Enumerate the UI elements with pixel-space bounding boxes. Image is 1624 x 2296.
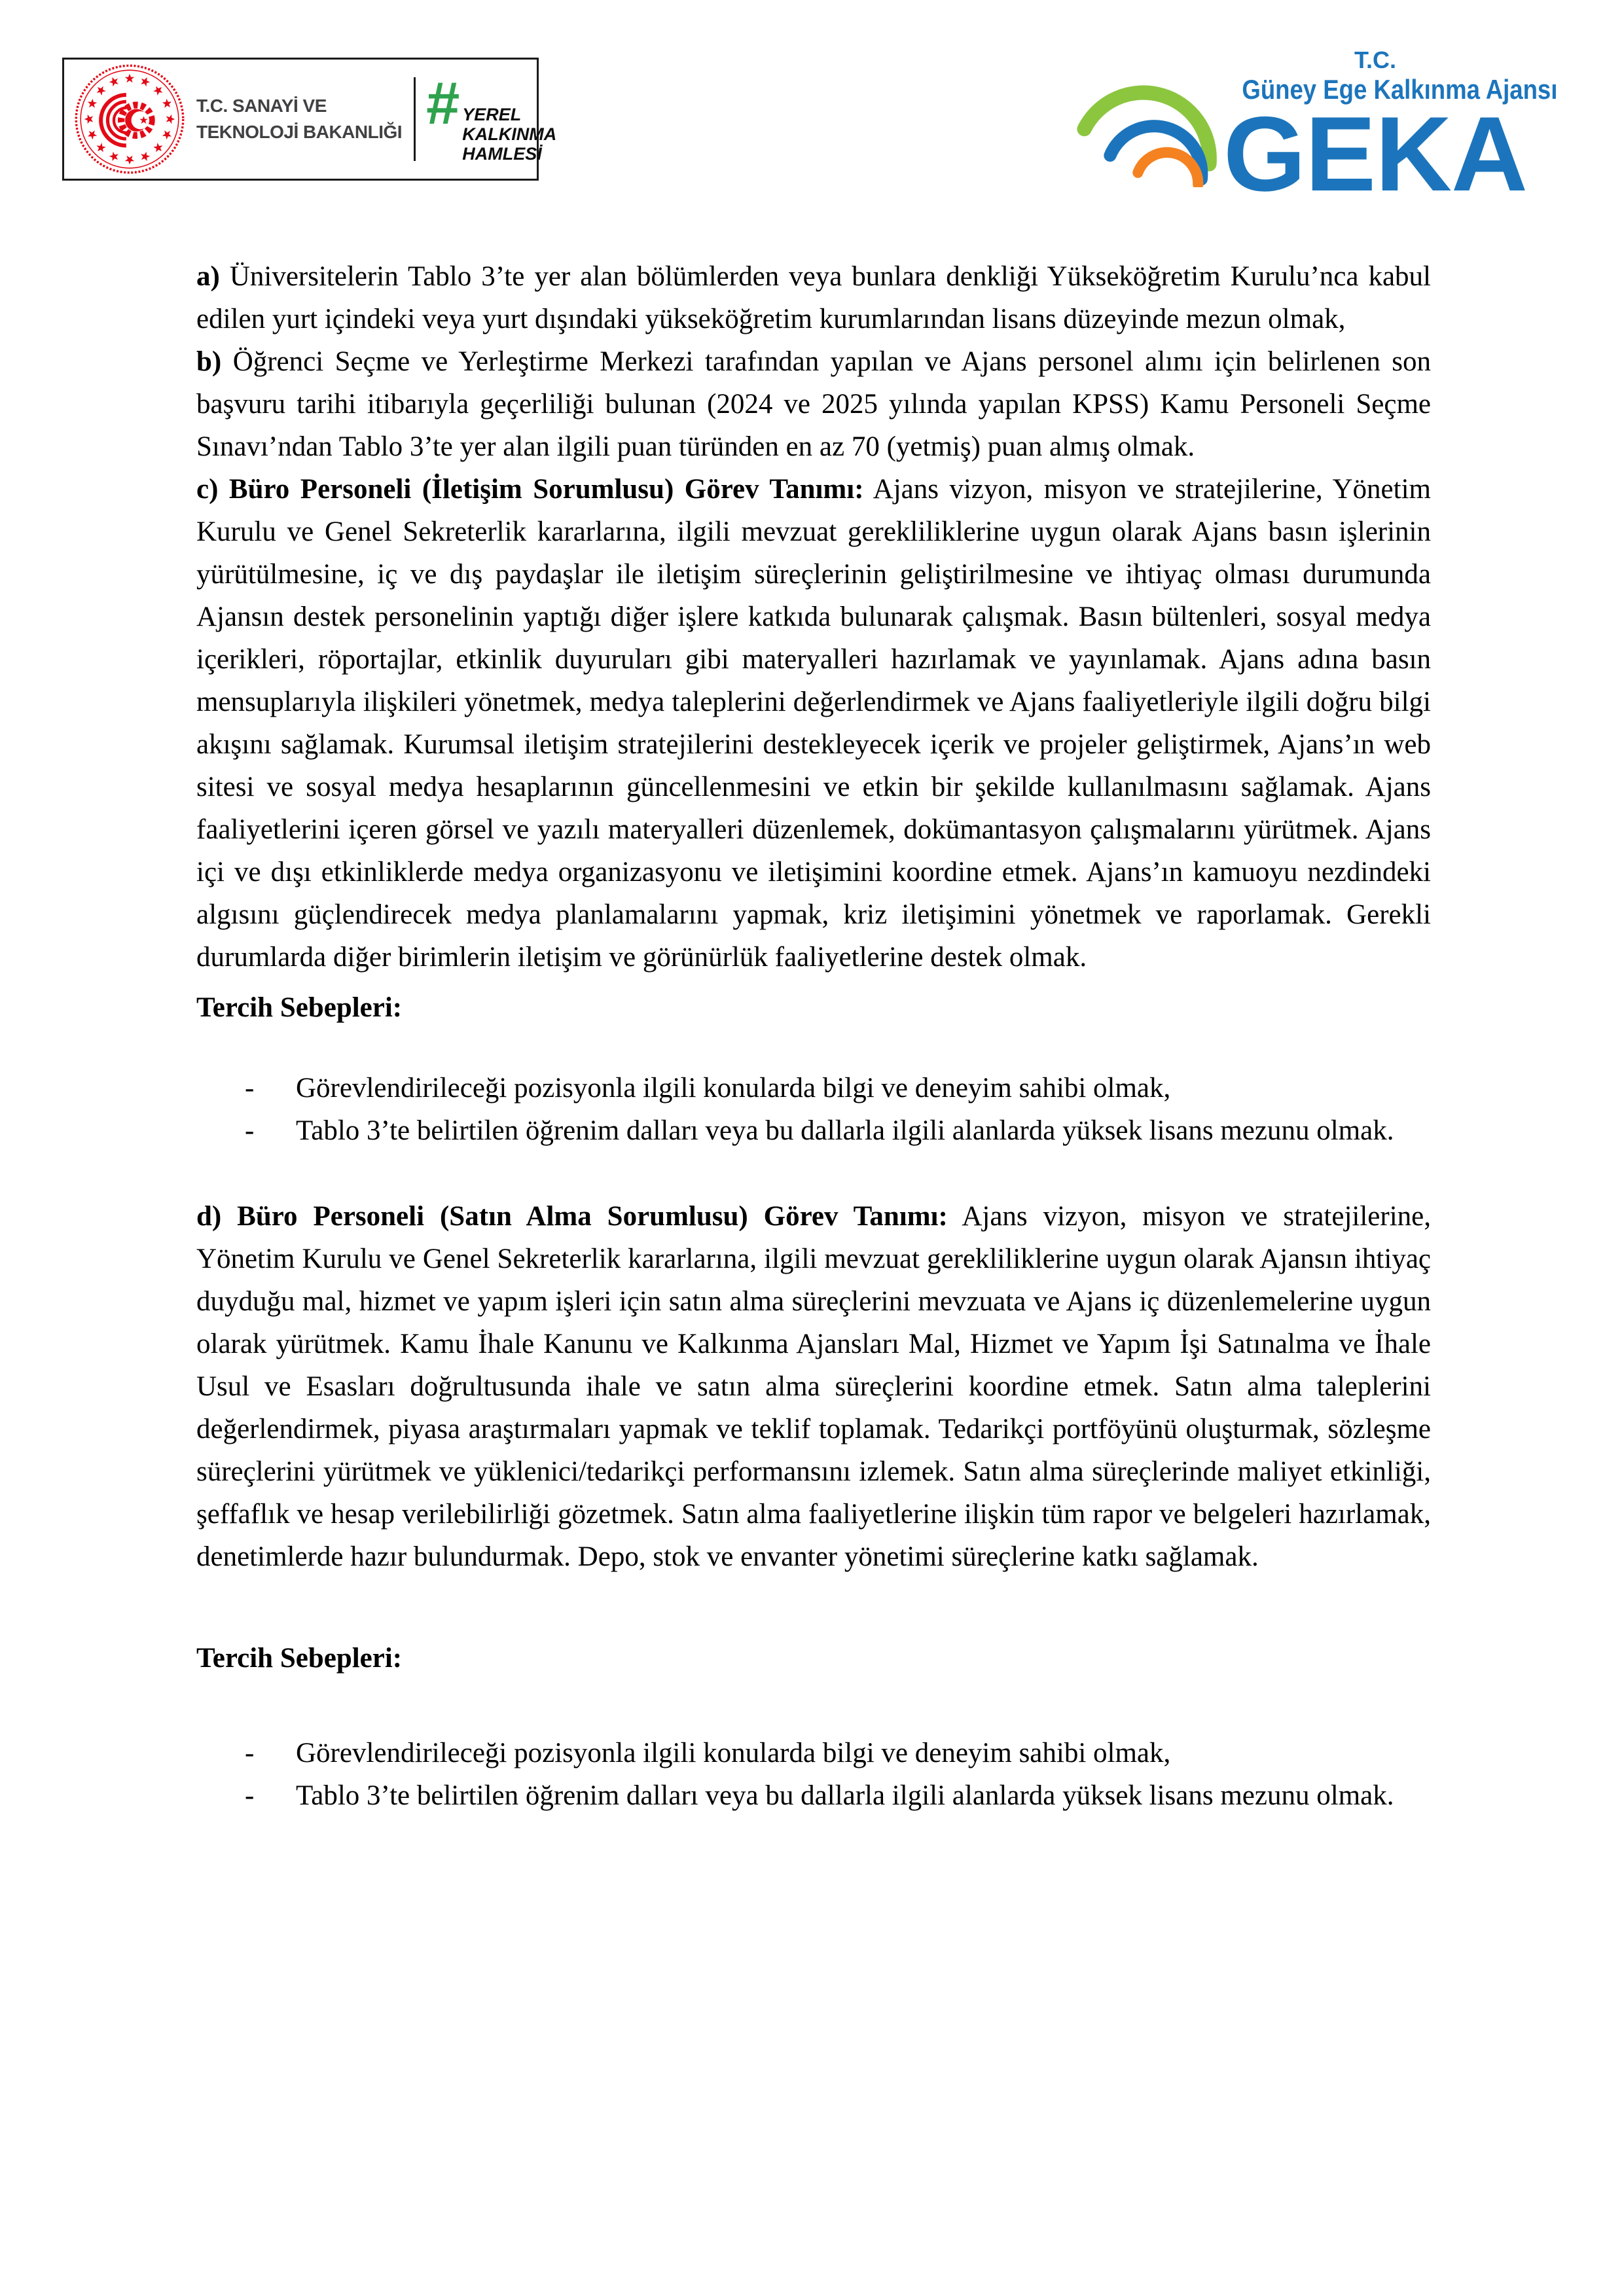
geka-agency-name: Güney Ege Kalkınma Ajansı (1242, 74, 1558, 105)
paragraph-d (196, 1195, 1431, 1578)
ministry-logo (62, 58, 557, 181)
paragraph-b-text: Öğrenci Seçme ve Yerleştirme Merkezi tarafından yapılan ve Ajans personel alımı için belirlenen son başvuru tarihi itibarıyla geçerliliği bulunan (2024 ve 2025 yılında yapılan KPSS) Kamu Personeli Seçme Sınavı’ndan Tablo 3’te yer alan ilgili puan türünden en az 70 (yetmiş) puan almış olmak. (196, 346, 1432, 462)
paragraph-a-text: Üniversitelerin Tablo 3’te yer alan bölümlerden veya bunlara denkliği Yükseköğretim Kurulu’nca kabul edilen yurt içindeki veya yurt dışındaki yükseköğretim kurumlarından lisans düzeyinde mezun olmak, (196, 261, 1432, 334)
geka-arcs-icon (1073, 55, 1223, 187)
hashtag-icon: # (426, 70, 460, 137)
document-body (196, 255, 1431, 1817)
paragraph-b (196, 340, 1431, 468)
paragraph-c-lead: c) Büro Personeli (İletişim Sorumlusu) Görev Tanımı: (196, 474, 864, 505)
list-item (196, 1732, 1431, 1774)
campaign-name (462, 105, 556, 164)
paragraph-a-lead: a) (196, 261, 220, 292)
bullet-list-1 (196, 1067, 1431, 1152)
geka-acronym: GEKA (1223, 95, 1528, 213)
bullet-marker: - (245, 1738, 255, 1768)
bullet-marker: - (245, 1780, 255, 1811)
campaign-line: KALKINMA (462, 124, 557, 144)
paragraph-c-text: Ajans vizyon, misyon ve stratejilerine, Yönetim Kurulu ve Genel Sekreterlik kararlarına, ilgili mevzuat gerekliliklerine uygun olarak Ajans basın işlerinin yürütülmesine, iç ve dış paydaşlar ile iletişim süreçlerinin geliştirilmesine ve ihtiyaç olması durumunda Ajansın destek personelinin yaptığı diğer işlere katkıda bulunarak çalışmak. Basın bültenleri, sosyal medya içerikleri, röportajlar, etkinlik duyuruları gibi materyalleri hazırlamak ve yayınlamak. Ajans adına basın mensuplarıyla ilişkileri yönetmek, medya taleplerini değerlendirmek ve Ajans faaliyetleriyle ilgili doğru bilgi akışını sağlamak. Kurumsal iletişim stratejilerini destekleyecek içerik ve projeler geliştirmek, Ajans’ın web sitesi ve sosyal medya hesaplarının güncellenmesini ve etkin bir şekilde kullanılmasını sağlamak. Ajans faaliyetlerini içeren görsel ve yazılı materyalleri düzenlemek, dokümantasyon çalışmalarını yürütmek. Ajans içi ve dışı etkinliklerde medya organizasyonu ve iletişimini koordine etmek. Ajans’ın kamuoyu nezdindeki algısını güçlendirecek medya planlamalarını yapmak, kriz iletişimini yönetmek ve raporlamak. Gerekli durumlarda diğer birimlerin iletişim ve görünürlük faaliyetlerine destek olmak. (196, 474, 1431, 973)
tercih-sebepleri-heading-1: Tercih Sebepleri: (196, 992, 403, 1023)
campaign-line: HAMLESİ (462, 144, 542, 164)
campaign-line: YEREL (462, 105, 522, 124)
bullet-list-2 (196, 1732, 1431, 1817)
list-item-text: Görevlendirileceği pozisyonla ilgili konularda bilgi ve deneyim sahibi olmak, (296, 1738, 1171, 1768)
ministry-title-line1: T.C. SANAYİ VE (196, 96, 327, 116)
yerel-kalkinma-hamlesi-logo (426, 70, 557, 164)
bullet-marker: - (245, 1073, 255, 1103)
geka-text (1222, 46, 1558, 213)
paragraph-c (196, 468, 1431, 978)
tercih-sebepleri-heading-2: Tercih Sebepleri: (196, 1643, 403, 1674)
list-item (196, 1067, 1431, 1109)
ministry-emblem-icon (73, 63, 186, 175)
paragraph-a (196, 255, 1431, 340)
list-item-text: Tablo 3’te belirtilen öğrenim dalları veya bu dallarla ilgili alanlarda yüksek lisans mezunu olmak. (296, 1115, 1394, 1146)
ministry-title (196, 93, 402, 145)
paragraph-d-text: Ajans vizyon, misyon ve stratejilerine, Yönetim Kurulu ve Genel Sekreterlik kararlarına, ilgili mevzuat gerekliliklerine uygun olarak Ajansın ihtiyaç duyduğu mal, hizmet ve yapım işleri için satın alma süreçlerini mevzuata ve Ajans iç düzenlemelerine uygun olarak yürütmek. Kamu İhale Kanunu ve Kalkınma Ajansları Mal, Hizmet ve Yapım İşi Satınalma ve İhale Usul ve Esasları doğrultusunda ihale ve satın alma süreçlerini koordine etmek. Satın alma taleplerini değerlendirmek, piyasa araştırmaları yapmak ve teklif toplamak. Tedarikçi portföyünü oluşturmak, sözleşme süreçlerini yürütmek ve yüklenici/tedarikçi performansını izlemek. Satın alma süreçlerinde maliyet etkinliği, şeffaflık ve hesap verilebilirliği gözetmek. Satın alma faaliyetlerine ilişkin tüm rapor ve belgeleri hazırlamak, denetimlerde hazır bulundurmak. Depo, stok ve envanter yönetimi süreçlerine katkı sağlamak. (196, 1201, 1431, 1572)
ministry-title-line2: TEKNOLOJİ BAKANLIĞI (196, 122, 403, 142)
geka-tc: T.C. (1354, 46, 1396, 73)
logo-divider (414, 77, 416, 161)
paragraph-b-lead: b) (196, 346, 222, 377)
geka-logo (1070, 46, 1558, 213)
list-item (196, 1774, 1431, 1817)
paragraph-d-lead: d) Büro Personeli (Satın Alma Sorumlusu) Görev Tanımı: (196, 1201, 948, 1232)
list-item-text: Tablo 3’te belirtilen öğrenim dalları veya bu dallarla ilgili alanlarda yüksek lisans mezunu olmak. (296, 1780, 1394, 1811)
list-item-text: Görevlendirileceği pozisyonla ilgili konularda bilgi ve deneyim sahibi olmak, (296, 1073, 1171, 1103)
bullet-marker: - (245, 1115, 255, 1146)
list-item (196, 1109, 1431, 1152)
